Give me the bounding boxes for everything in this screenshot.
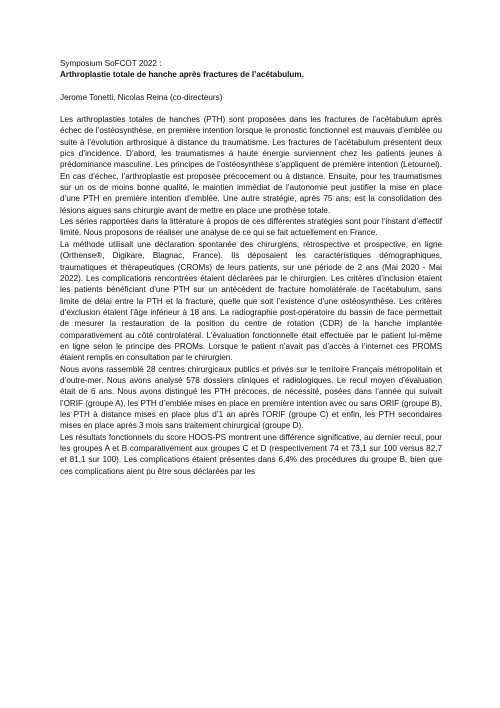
- paragraph-method: La méthode utilisait une déclaration spontanée des chirurgiens, rétrospective et prospective, en ligne (Orthense®, Digikare, Blagnac, France). Ils déposaient les caractéristiques démographiques, traumatiques et thérapeutiques (CROMs) de leurs patients, sur une période de 2 ans (Mai 2020 - Mai 2022). Les complications rencontrées étaient déclarées par le chirurgien. Les critères d’inclusion étaient les patients bénéficiant d’une PTH sur un antécédent de fracture homolatérale de l’acétabulum, sans limite de délai entre la PTH et la fracture, quelle que soit l’existence d’une ostéosynthèse. Les critères d’exclusion étaient l’âge inférieur à 18 ans. La radiographie post-opératoire du bassin de face permettait de mesurer la restauration de la position du centre de rotation (CDR) de la hanche implantée comparativement au côté controlatéral. L’évaluation fonctionnelle était effectuée par le patient lui-même en ligne selon le principe des PROMs. Lorsque le patient n’avait pas d’accès à l’internet ces PROMS étaient remplis en consultation par le chirurgien.: [60, 239, 442, 363]
- paragraph-results: Les résultats fonctionnels du score HOOS-PS montrent une différence significative, au dernier recul, pour les groupes A et B comparativement aux groupes C et D (respectivement 74 et 73,1 sur 100 versus 82,7 et 81,1 sur 100). Les complications étaient présentes dans 6,4% des procédures du groupe B, bien que ces complications aient pu être sous déclarées par les: [60, 432, 442, 476]
- paragraph-intro: Les arthroplasties totales de hanches (PTH) sont proposées dans les fractures de l’acétabulum après échec de l’ostéosynthèse, en première intention lorsque le pronostic fonctionnel est mauvais d’emblée ou suite à l’évolution arthrosique à distance du traumatisme. Les fractures de l’acétabulum présentent deux pics d’incidence. D’abord, les traumatismes à haute énergie surviennent chez les patients jeunes à prédominance masculine. Les principes de l’ostéosynthèse s’appliquent de première intention (Letournel). En cas d’échec, l’arthroplastie est proposée précocement ou à distance. Ensuite, pour les traumatismes sur un os de moins bonne qualité, le maintien immédiat de l’autonomie peut justifier la mise en place d’une PTH en première intention d’emblée. Une autre stratégie, après 75 ans, est la consolidation des lésions aigues sans chirurgie avant de mettre en place une prothèse totale.: [60, 115, 442, 215]
- spacer: [60, 81, 442, 92]
- paragraph-literature: Les séries rapportées dans la littérature à propos de ces différentes stratégies sont pour l’instant d’effectif limité. Nous proposons de réaliser une analyse de ce qui se fait actuellement en France.: [60, 217, 442, 238]
- document-page: [60, 58, 442, 477]
- document-title: Arthroplastie totale de hanche après fractures de l’acétabulum.: [60, 70, 304, 80]
- authors-line: Jerome Tonetti, Nicolas Reina (co-directeurs): [60, 92, 223, 102]
- spacer: [60, 103, 442, 114]
- symposium-line: Symposium SoFCOT 2022 :: [60, 59, 162, 68]
- paragraph-population: Nous avons rassemblé 28 centres chirurgicaux publics et privés sur le territoire Français métropolitain et d’outre-mer. Nous avons analysé 578 dossiers cliniques et radiologiques. Le recul moyen d’évaluation était de 6 ans. Nous avons distingué les PTH précoces, de nécessité, posées dans l’année qui suivait l’ORIF (groupe A), les PTH d’emblée mises en place en première intention avec ou sans ORIF (groupe B), les PTH à distance mises en place plus d’1 an après l’ORIF (groupe C) et enfin, les PTH secondaires mises en place après 3 mois sans traitement chirurgical (groupe D).: [60, 364, 442, 431]
